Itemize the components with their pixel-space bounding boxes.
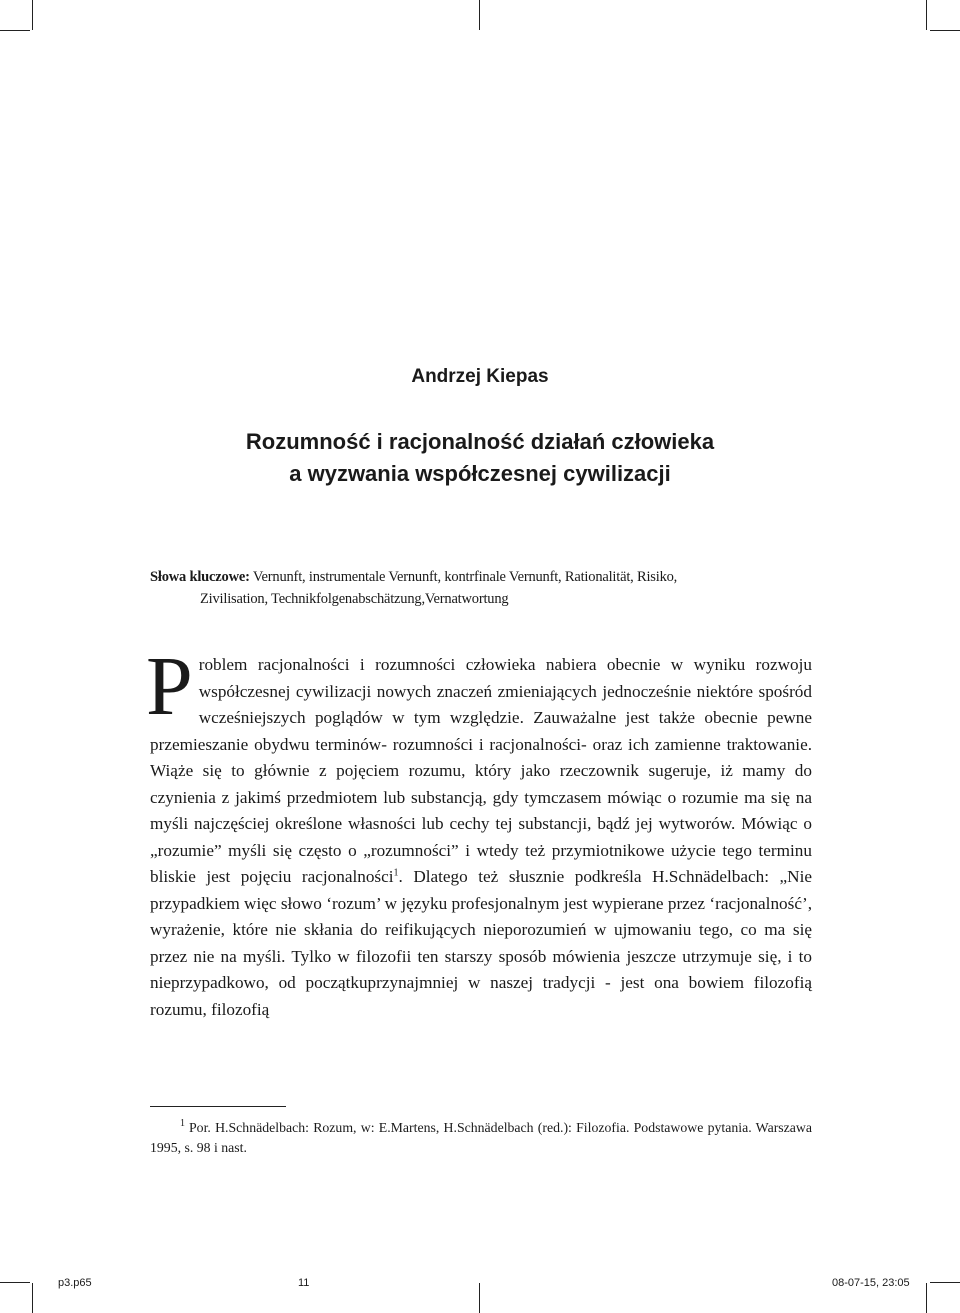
crop-mark xyxy=(32,0,33,30)
crop-mark xyxy=(930,30,960,31)
footnote-text: Por. H.Schnädelbach: Rozum, w: E.Martens, H.Schnädelbach (red.): Filozofia. Podstawowe pytania. Warszawa 1995, s. 98 i nast. xyxy=(150,1120,812,1155)
drop-cap: P xyxy=(146,640,193,733)
keywords-line-2: Zivilisation, Technikfolgenabschätzung,Vernatwortung xyxy=(200,591,509,607)
crop-mark xyxy=(479,1283,480,1313)
footnote xyxy=(150,1118,812,1158)
footnote-rule xyxy=(150,1106,286,1107)
keywords xyxy=(150,566,810,610)
crop-mark xyxy=(930,1282,960,1283)
slug-filename: p3.p65 xyxy=(58,1277,92,1289)
slug-page-number: 11 xyxy=(298,1277,310,1289)
paragraph-part-2: . Dlatego też słusznie podkreśla H.Schnädelbach: „Nie przypadkiem więc słowo ‘rozum’ w języku profesjonalnym jest wypierane przez ‘racjonalność’, wyrażenie, które nie skłania do reifikujących nieporozumień w ujmowaniu tego, co ma się przez nie na myśli. Tylko w filozofii ten starszy sposób mówienia jeszcze utrzymuje się, i to nieprzypadkowo, od początkuprzynajmniej w naszej tradycji - jest ona bowiem filozofią rozumu, filozofią xyxy=(150,867,812,1019)
paragraph-part-1: roblem racjonalności i rozumności człowieka nabiera obecnie w wyniku rozwoju współczesnej cywilizacji nowych znaczeń zmieniających jednocześnie niektóre spośród wcześniejszych poglądów w tym względzie. Zauważalne jest także obecnie pewne przemieszanie obydwu terminów- rozumności i racjonalności- oraz ich zamienne traktowanie. Wiąże się to głównie z pojęciem rozumu, który jako rzeczownik sugeruje, iż mamy do czynienia z jakimś przedmiotem lub substancją, gdy tymczasem mówiąc o rozumie ma się na myśli najczęściej określone własności lub cechy tej substancji, bądź jej wytworów. Mówiąc o „rozumie” myśli się często o „rozumności” i wtedy też przymiotnikowe użycie tego terminu bliskie jest pojęciu racjonalności xyxy=(150,655,812,886)
keywords-line-1 xyxy=(150,566,810,588)
crop-mark xyxy=(32,1283,33,1313)
author-name: Andrzej Kiepas xyxy=(411,366,549,387)
crop-mark xyxy=(0,30,30,31)
crop-mark xyxy=(926,1283,927,1313)
footnote-number: 1 xyxy=(180,1118,185,1130)
crop-mark xyxy=(479,0,480,30)
title-line-1: Rozumność i racjonalność działań człowieka xyxy=(245,429,715,454)
article-title xyxy=(0,426,960,490)
keywords-text-1: Vernunft, instrumentale Vernunft, kontrfinale Vernunft, Rationalität, Risiko, xyxy=(249,569,678,585)
crop-mark xyxy=(926,0,927,30)
keywords-label: Słowa kluczowe: xyxy=(150,569,250,585)
paragraph xyxy=(146,640,812,1023)
crop-mark xyxy=(0,1282,30,1283)
body-text xyxy=(146,640,812,1023)
footnote-reference[interactable]: 1 xyxy=(393,867,399,879)
title-line-2: a wyzwania współczesnej cywilizacji xyxy=(289,461,671,486)
slug-datetime: 08-07-15, 23:05 xyxy=(832,1277,910,1289)
